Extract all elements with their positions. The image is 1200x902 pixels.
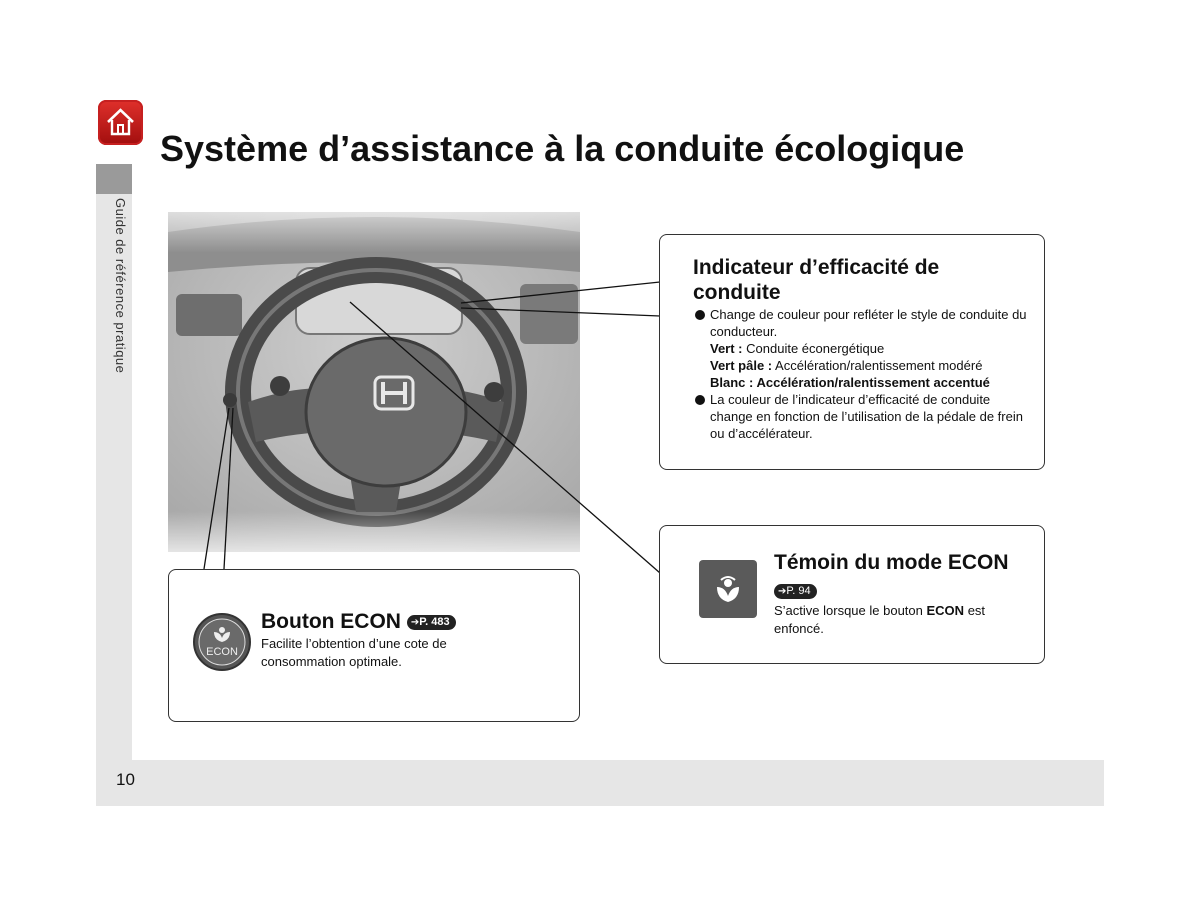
econ-icon-label: ECON	[206, 646, 238, 658]
bullet-item: La couleur de l’indicateur d’efficacité de conduite change en fonction de l’utilisation de la pédale de frein ou d’accélérateur.	[694, 391, 1034, 442]
temoin-text: S’active lorsque le bouton ECON est enfoncé.	[774, 603, 986, 636]
bullet-icon	[695, 310, 705, 320]
econ-button-title: Bouton ECON	[261, 610, 401, 633]
home-icon	[104, 106, 137, 139]
econ-button-icon	[193, 613, 251, 671]
indicator-title: Indicateur d’efficacité de conduite	[693, 256, 940, 304]
temoin-title: Témoin du mode ECON	[774, 551, 1009, 574]
color-vert-pale: Vert pâle : Accélération/ralentissement modéré	[710, 358, 983, 373]
econ-button-box	[168, 569, 580, 722]
color-blanc: Blanc : Accélération/ralentissement accentué	[710, 375, 990, 390]
econ-indicator-icon	[699, 560, 757, 618]
steering-wheel-photo	[168, 212, 580, 552]
econ-button-text: Facilite l’obtention d’une cote de consommation optimale.	[261, 636, 447, 669]
indicator-box	[659, 234, 1045, 470]
bullet-item: Change de couleur pour refléter le style de conduite du conducteur.	[694, 306, 1034, 340]
footer-bar	[96, 760, 1104, 806]
page-number: 10	[116, 770, 135, 789]
page-title: Système d’assistance à la conduite écologique	[160, 128, 965, 169]
sidebar-tab	[96, 164, 132, 194]
page-ref-link[interactable]: ➔P. 94	[774, 584, 817, 599]
home-button[interactable]	[98, 100, 143, 145]
sidebar-label: Guide de référence pratique	[113, 198, 128, 374]
page-ref-link[interactable]: ➔P. 483	[407, 615, 456, 630]
color-vert: Vert : Conduite éconergétique	[710, 341, 885, 356]
temoin-box	[659, 525, 1045, 664]
bullet-icon	[695, 395, 705, 405]
